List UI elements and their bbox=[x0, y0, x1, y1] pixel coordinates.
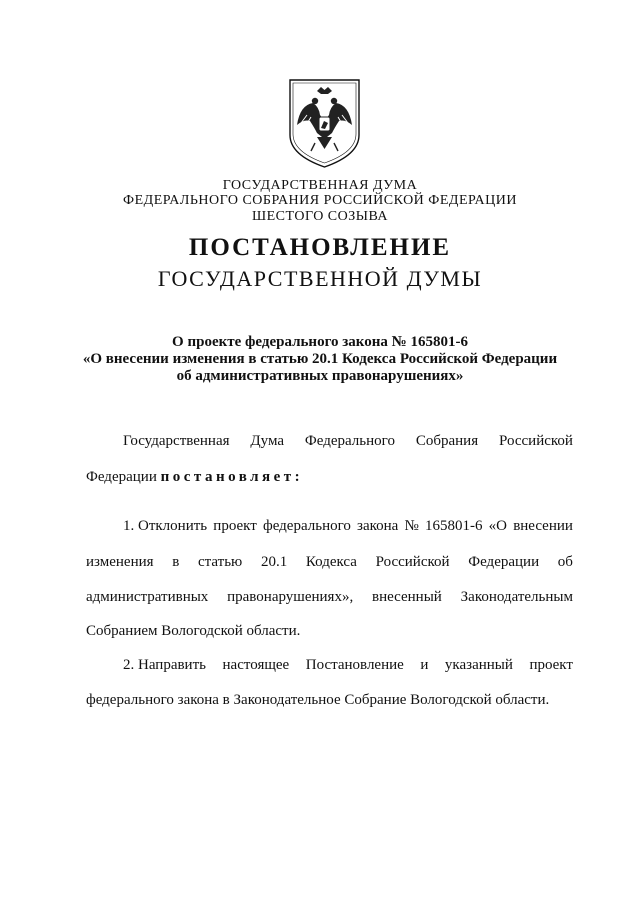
preamble-line-1 bbox=[123, 432, 573, 450]
item-1-line-2 bbox=[86, 553, 573, 571]
item-word: в bbox=[172, 554, 180, 570]
header-line-2: ФЕДЕРАЛЬНОГО СОБРАНИЯ РОССИЙСКОЙ ФЕДЕРАЦИИ bbox=[123, 193, 517, 208]
document-subtitle: ГОСУДАРСТВЕННОЙ ДУМЫ bbox=[157, 266, 483, 291]
item-word: и bbox=[420, 657, 429, 673]
item-1-line-4: Собранием Вологодской области. bbox=[86, 623, 301, 639]
subject-line-3: об административных правонарушениях» bbox=[176, 368, 464, 384]
item-word: № bbox=[404, 518, 419, 534]
item-word: Кодекса bbox=[305, 554, 357, 570]
item-word: закона bbox=[357, 518, 399, 534]
item-word: 1. Отклонить bbox=[123, 518, 208, 534]
item-word: Законодательным bbox=[460, 589, 573, 605]
item-word: указанный bbox=[444, 657, 513, 673]
item-word: федерального bbox=[262, 518, 351, 534]
item-word: 20.1 bbox=[260, 554, 288, 570]
item-word: правонарушениях», bbox=[227, 589, 354, 605]
item-1-line-3 bbox=[86, 588, 573, 606]
item-word: Постановление bbox=[305, 657, 404, 673]
header-line-3: ШЕСТОГО СОЗЫВА bbox=[251, 209, 389, 224]
item-word: проект bbox=[529, 657, 573, 673]
preamble-word: Государственная bbox=[123, 433, 230, 449]
item-word: Российской bbox=[375, 554, 450, 570]
document-title: ПОСТАНОВЛЕНИЕ bbox=[188, 234, 452, 261]
subject-line-2: «О внесении изменения в статью 20.1 Кодекса Российской Федерации bbox=[82, 351, 558, 367]
item-word: настоящее bbox=[222, 657, 290, 673]
item-word: изменения bbox=[86, 554, 154, 570]
item-word: 2. Направить bbox=[123, 657, 206, 673]
item-word: 165801-6 bbox=[425, 518, 483, 534]
subject-line-1: О проекте федерального закона № 165801-6 bbox=[172, 334, 468, 350]
item-2-line-2: федерального закона в Законодательное Собрание Вологодской области. bbox=[86, 692, 550, 708]
item-word: проект bbox=[213, 518, 257, 534]
preamble-word: Федерального bbox=[304, 433, 395, 449]
item-word: административных bbox=[86, 589, 209, 605]
preamble-word: Собрания bbox=[415, 433, 479, 449]
item-word: «О bbox=[488, 518, 508, 534]
preamble-word: Российской bbox=[499, 433, 573, 449]
preamble-word: Дума bbox=[250, 433, 285, 449]
header-line-1: ГОСУДАРСТВЕННАЯ ДУМА bbox=[222, 178, 418, 193]
coat-of-arms-emblem bbox=[287, 77, 362, 169]
resolves-word: постановляет: bbox=[160, 469, 304, 485]
preamble-text: Федерации bbox=[86, 469, 157, 485]
item-word: статью bbox=[198, 554, 243, 570]
item-word: Федерации bbox=[468, 554, 540, 570]
item-2-line-1 bbox=[123, 656, 573, 674]
item-word: об bbox=[557, 554, 573, 570]
item-word: внесенный bbox=[372, 589, 442, 605]
item-1-line-1 bbox=[123, 517, 573, 535]
item-word: внесении bbox=[513, 518, 573, 534]
preamble-line-2 bbox=[86, 468, 573, 486]
